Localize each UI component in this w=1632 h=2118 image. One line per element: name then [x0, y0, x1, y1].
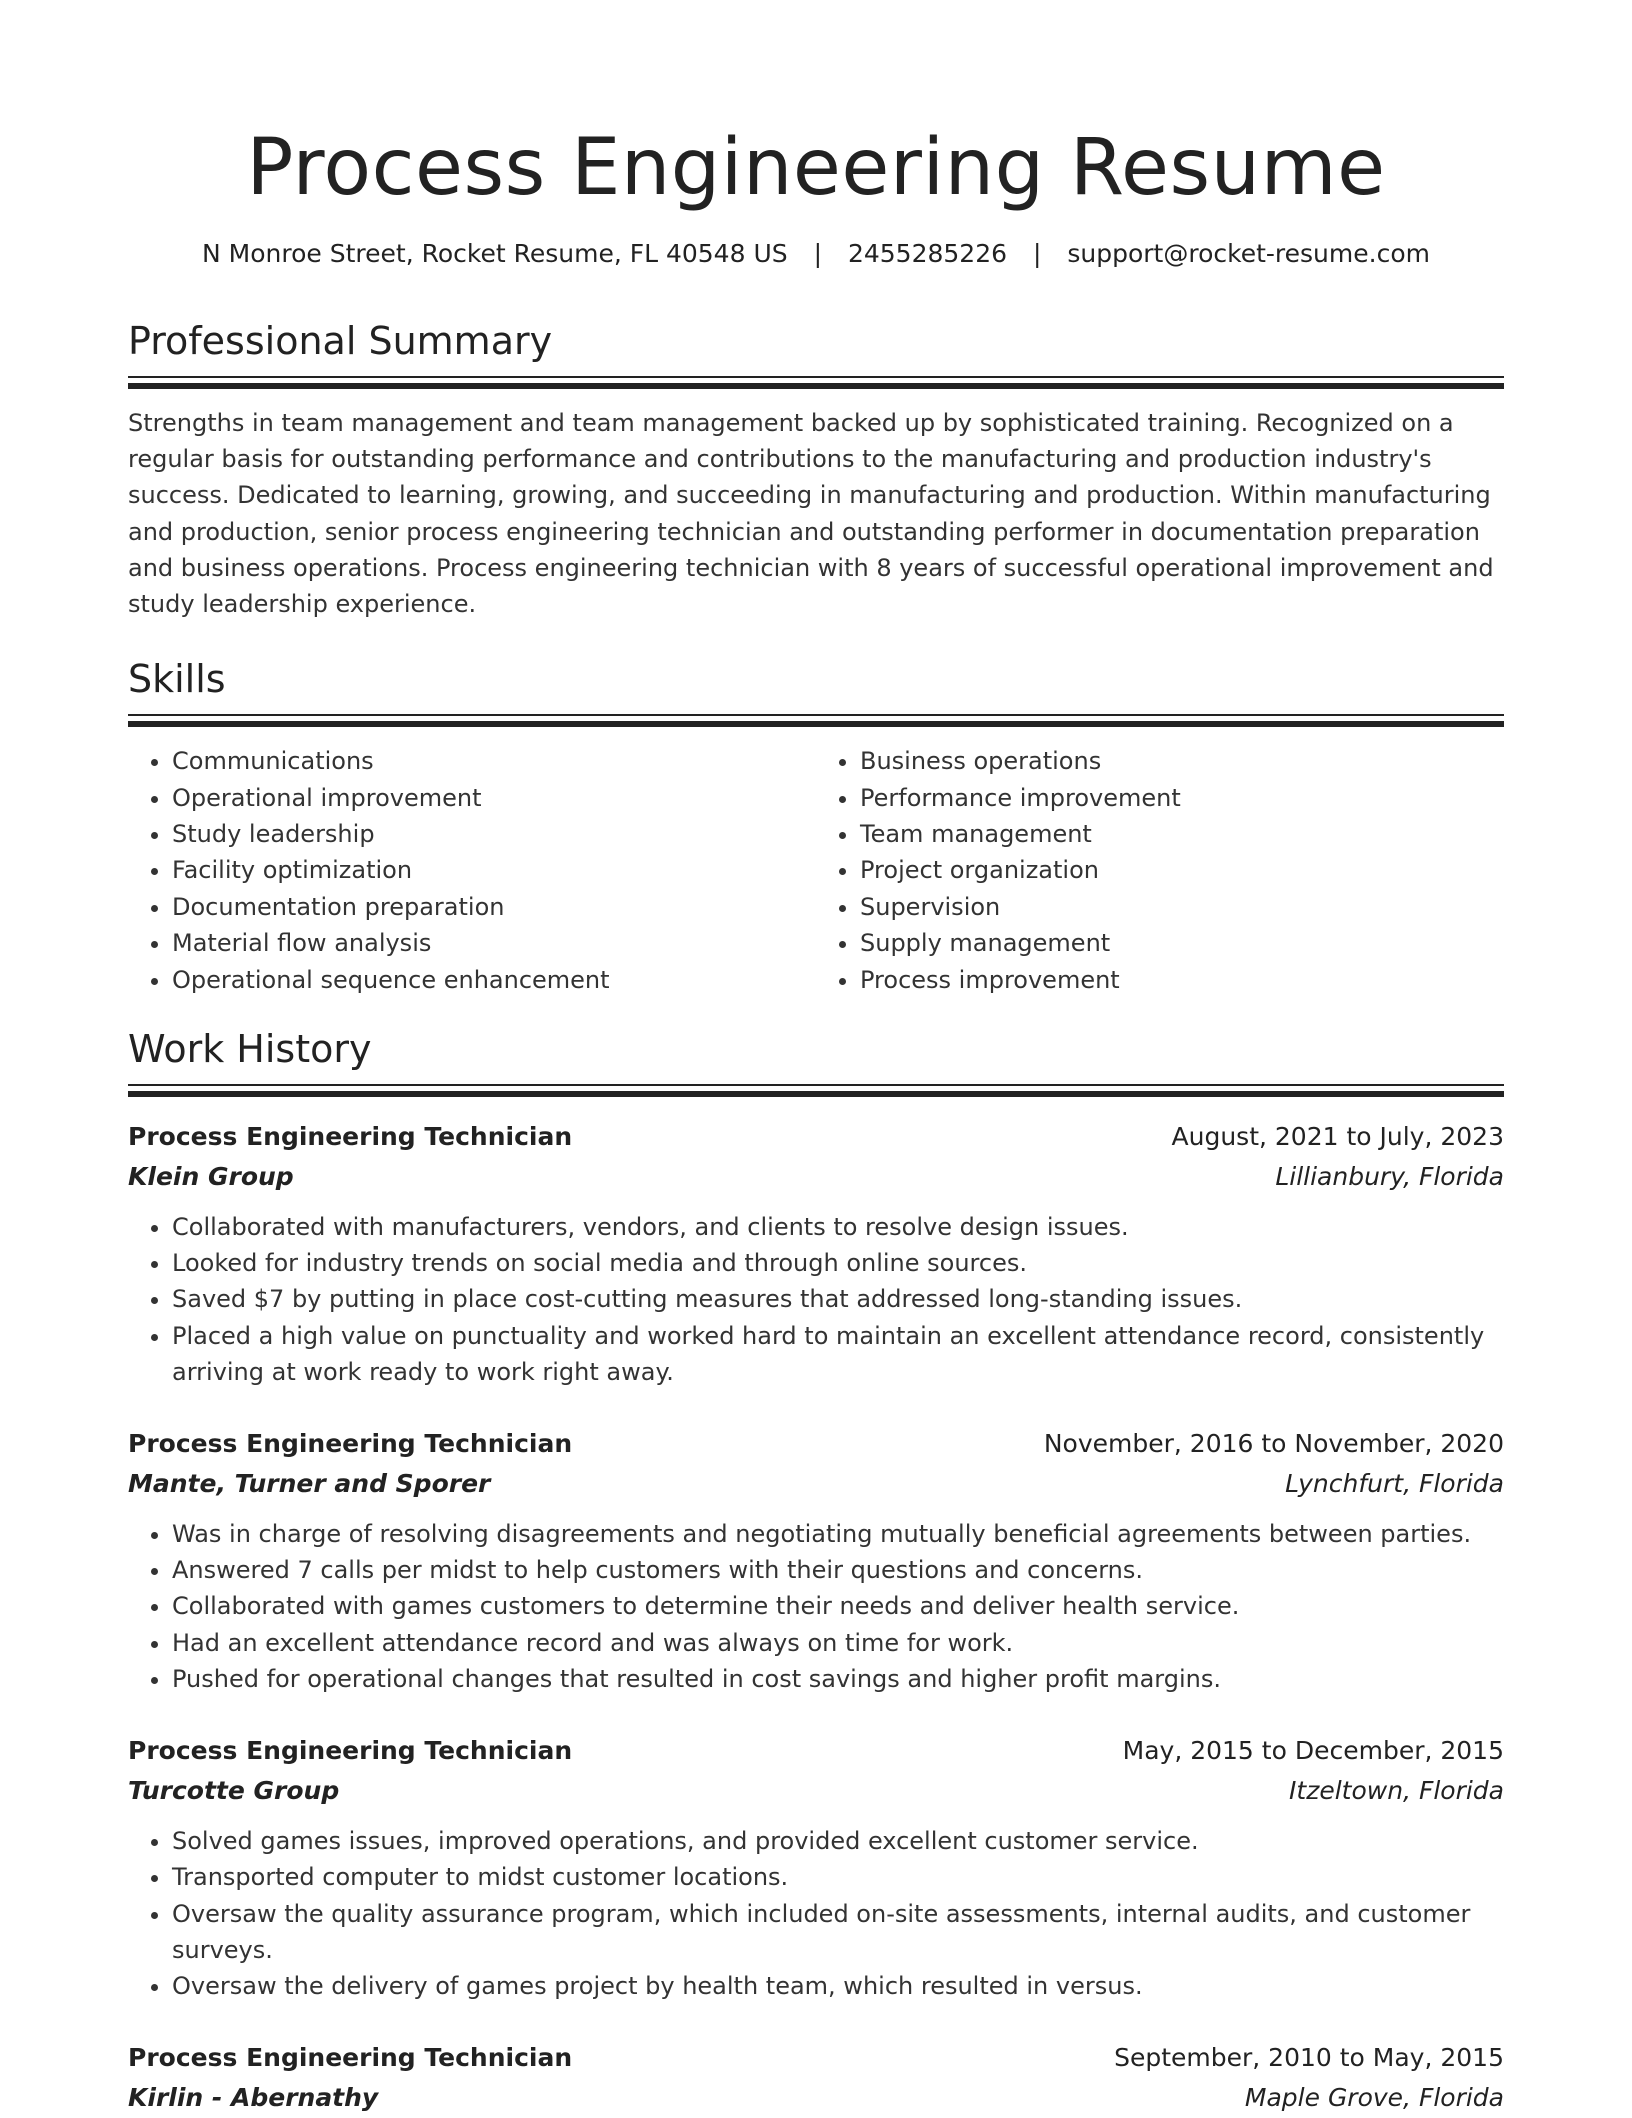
skill-item: • Performance improvement [860, 780, 1504, 816]
contact-phone: 2455285226 [847, 239, 1008, 268]
job-bullet: • Looked for industry trends on social media and through online sources. [172, 1245, 1504, 1281]
job-bullet: • Had an excellent attendance record and was always on time for work. [172, 1625, 1504, 1661]
section-divider [128, 1084, 1504, 1097]
job-bullet: • Answered 7 calls per midst to help customers with their questions and concerns. [172, 1552, 1504, 1588]
job-bullet: • Pushed for operational changes that resulted in cost savings and higher profit margins. [172, 1661, 1504, 1697]
job-location: Lillianbury, Florida [1275, 1162, 1504, 1192]
contact-separator: | [1032, 239, 1042, 268]
contact-line [128, 236, 1504, 272]
work-history-section [128, 1024, 1504, 2118]
job-bullet: • Placed a high value on punctuality and worked hard to maintain an excellent attendance record, consistently arriving at work ready to work right away. [172, 1318, 1504, 1390]
job-company: Turcotte Group [128, 1776, 340, 1806]
section-divider [128, 376, 1504, 389]
contact-address: N Monroe Street, Rocket Resume, FL 40548 US [202, 239, 788, 268]
job-dates: November, 2016 to November, 2020 [1043, 1429, 1504, 1459]
skill-item: • Documentation preparation [172, 889, 816, 925]
job-company: Kirlin - Abernathy [128, 2083, 379, 2113]
job-dates: May, 2015 to December, 2015 [1122, 1736, 1504, 1766]
skill-item: • Supply management [860, 925, 1504, 961]
job-title: Process Engineering Technician [128, 1122, 573, 1152]
contact-separator: | [813, 239, 823, 268]
skill-item: • Study leadership [172, 816, 816, 852]
skill-item: • Supervision [860, 889, 1504, 925]
job-dates: August, 2021 to July, 2023 [1171, 1122, 1504, 1152]
job-bullets [128, 1516, 1504, 1697]
professional-summary-section [128, 316, 1504, 622]
job-bullet: • Transported computer to midst customer locations. [172, 1859, 1504, 1895]
job-bullet: • Saved $7 by putting in place cost-cutting measures that addressed long-standing issues. [172, 1281, 1504, 1317]
contact-email: support@rocket-resume.com [1067, 239, 1430, 268]
job-company: Klein Group [128, 1162, 294, 1192]
job-entry [128, 1731, 1504, 2004]
job-title: Process Engineering Technician [128, 1429, 573, 1459]
job-location: Itzeltown, Florida [1289, 1776, 1504, 1806]
skills-list-right [816, 743, 1504, 998]
section-heading-summary: Professional Summary [128, 319, 553, 363]
section-heading-skills: Skills [128, 657, 226, 702]
job-bullet: • Oversaw the delivery of games project by health team, which resulted in versus. [172, 1968, 1504, 2004]
job-bullet: • Collaborated with games customers to determine their needs and deliver health service. [172, 1588, 1504, 1624]
skill-item: • Material flow analysis [172, 925, 816, 961]
job-entry [128, 1424, 1504, 1697]
job-bullet: • Was in charge of resolving disagreements and negotiating mutually beneficial agreements between parties. [172, 1516, 1504, 1552]
skills-section [128, 654, 1504, 998]
job-title: Process Engineering Technician [128, 1736, 573, 1766]
job-bullets [128, 1209, 1504, 1390]
skill-item: • Operational improvement [172, 780, 816, 816]
section-divider [128, 714, 1504, 727]
summary-text: Strengths in team management and team management backed up by sophisticated training. Recognized on a regular basis for outstanding performance and contributions to the manufacturing and production industry's success. Dedicated to learning, growing, and succeeding in manufacturing and production. Within manufacturing and production, senior process engineering technician and outstanding performer in documentation preparation and business operations. Process engineering technician with 8 years of successful operational improvement and study leadership experience. [128, 409, 1494, 619]
skills-list-left [128, 743, 816, 998]
skill-item: • Communications [172, 743, 816, 779]
resume-title: Process Engineering Resume [246, 123, 1386, 213]
section-heading-work: Work History [128, 1027, 372, 1072]
skill-item: • Project organization [860, 852, 1504, 888]
skill-item: • Operational sequence enhancement [172, 962, 816, 998]
skill-item: • Process improvement [860, 962, 1504, 998]
job-bullet: • Collaborated with manufacturers, vendors, and clients to resolve design issues. [172, 1209, 1504, 1245]
skill-item: • Facility optimization [172, 852, 816, 888]
job-entry [128, 1117, 1504, 1390]
job-dates: September, 2010 to May, 2015 [1114, 2043, 1504, 2073]
job-entry [128, 2038, 1504, 2118]
job-company: Mante, Turner and Sporer [128, 1469, 491, 1499]
job-bullet: • Oversaw the quality assurance program, which included on-site assessments, internal audits, and customer surveys. [172, 1896, 1504, 1968]
job-bullet: • Solved games issues, improved operations, and provided excellent customer service. [172, 1823, 1504, 1859]
job-location: Lynchfurt, Florida [1285, 1469, 1504, 1499]
job-bullets [128, 1823, 1504, 2004]
skill-item: • Business operations [860, 743, 1504, 779]
job-location: Maple Grove, Florida [1244, 2083, 1504, 2113]
job-title: Process Engineering Technician [128, 2043, 573, 2073]
skill-item: • Team management [860, 816, 1504, 852]
skills-columns [128, 743, 1504, 998]
